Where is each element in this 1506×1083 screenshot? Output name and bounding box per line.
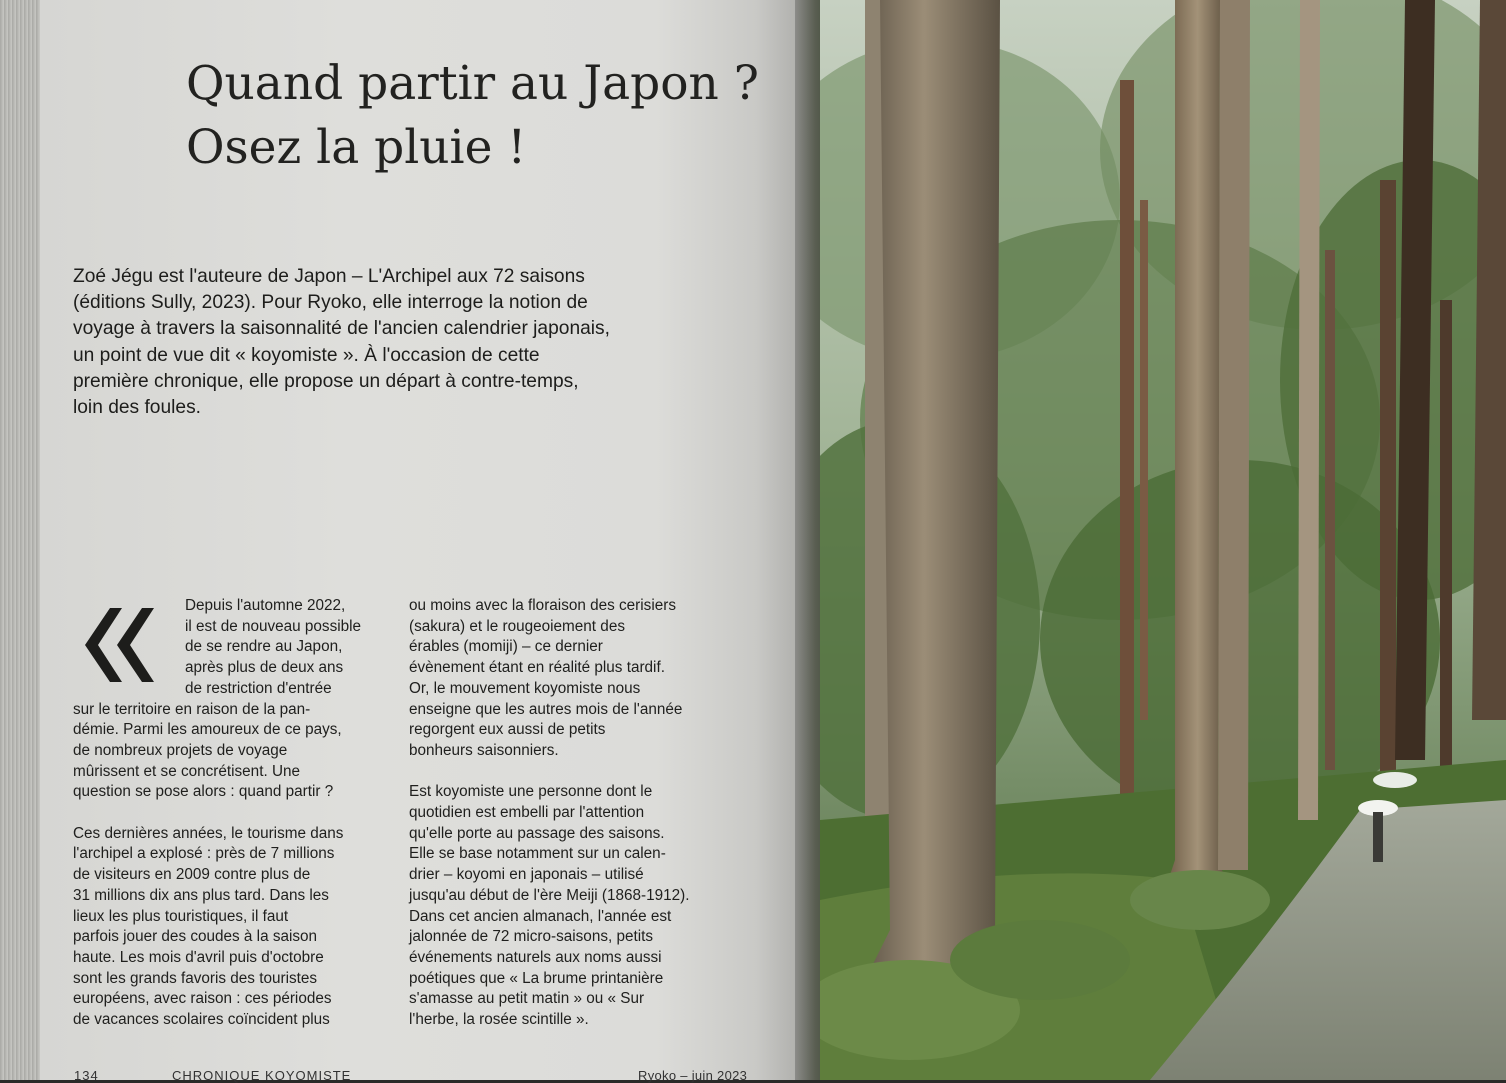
body-column-2 (409, 596, 739, 1031)
body-line: Elle se base notamment sur un calen- (409, 845, 666, 863)
body-line: évènement étant en réalité plus tardif. (409, 659, 665, 677)
body-line: jusqu'au début de l'ère Meiji (1868-1912). (409, 886, 690, 904)
body-line: érables (momiji) – ce dernier (409, 638, 603, 656)
body-line: drier – koyomi en japonais – utilisé (409, 866, 644, 884)
intro-paragraph (73, 264, 733, 421)
body-line: après plus de deux ans (185, 659, 344, 677)
body-line: jalonnée de 72 micro-saisons, petits (409, 928, 654, 946)
intro-line: un point de vue dit « koyomiste ». À l'occasion de cette (73, 344, 540, 366)
body-line: qu'elle porte au passage des saisons. (409, 824, 665, 842)
page-edges (0, 0, 40, 1080)
body-line: 31 millions dix ans plus tard. Dans les (73, 886, 329, 904)
paragraph-gap (73, 803, 398, 824)
body-line: (sakura) et le rougeoiement des (409, 617, 625, 635)
title-line-1: Quand partir au Japon ? (186, 56, 759, 111)
body-line: sont les grands favoris des touristes (73, 969, 318, 987)
forest-path-photo (820, 0, 1506, 1080)
body-line: poétiques que « La brume printanière (409, 969, 664, 987)
section-name: CHRONIQUE KOYOMISTE (172, 1068, 352, 1083)
body-line: regorgent eux aussi de petits (409, 721, 606, 739)
page-number: 134 (74, 1068, 99, 1083)
body-line: événements naturels aux noms aussi (409, 948, 662, 966)
body-line: il est de nouveau possible (185, 617, 362, 635)
body-line: sur le territoire en raison de la pan- (73, 700, 311, 718)
title-line-2: Osez la pluie ! (186, 120, 527, 175)
body-line: Or, le mouvement koyomiste nous (409, 679, 641, 697)
body-line: s'amasse au petit matin » ou « Sur (409, 990, 645, 1008)
body-line: démie. Parmi les amoureux de ce pays, (73, 721, 342, 739)
body-line: Depuis l'automne 2022, (185, 597, 346, 614)
body-line: Est koyomiste une personne dont le (409, 783, 653, 801)
body-line: européens, avec raison : ces périodes (73, 990, 332, 1008)
body-line: enseigne que les autres mois de l'année (409, 700, 683, 718)
body-line: haute. Les mois d'avril puis d'octobre (73, 948, 324, 966)
page-title (186, 52, 786, 180)
body-line: question se pose alors : quand partir ? (73, 783, 334, 801)
body-line: de restriction d'entrée (185, 679, 332, 697)
body-line: bonheurs saisonniers. (409, 741, 559, 759)
intro-line: loin des foules. (73, 397, 201, 419)
body-line: l'archipel a explosé : près de 7 millions (73, 845, 335, 863)
issue-label: Ryoko – juin 2023 (638, 1068, 748, 1083)
intro-line: (éditions Sully, 2023). Pour Ryoko, elle interroge la notion de (73, 292, 588, 314)
body-line: ou moins avec la floraison des cerisiers (409, 597, 676, 614)
body-line: de se rendre au Japon, (185, 638, 343, 656)
body-line: mûrissent et se concrétisent. Une (73, 762, 301, 780)
forest-illustration (820, 0, 1506, 1080)
left-page (40, 0, 810, 1083)
body-line: quotidien est embelli par l'attention (409, 804, 645, 822)
intro-line: Zoé Jégu est l'auteure de Japon – L'Archipel aux 72 saisons (73, 266, 585, 287)
body-line: lieux les plus touristiques, il faut (73, 907, 289, 925)
body-line: de vacances scolaires coïncident plus (73, 1011, 330, 1029)
body-column-1 (73, 596, 398, 1031)
body-line: Ces dernières années, le tourisme dans (73, 824, 344, 842)
paragraph-gap (409, 762, 739, 783)
body-line: l'herbe, la rosée scintille ». (409, 1011, 589, 1029)
body-line: parfois jouer des coudes à la saison (73, 928, 318, 946)
intro-line: première chronique, elle propose un départ à contre-temps, (73, 370, 579, 392)
intro-line: voyage à travers la saisonnalité de l'ancien calendrier japonais, (73, 318, 610, 340)
body-line: de nombreux projets de voyage (73, 741, 288, 759)
body-line: de visiteurs en 2009 contre plus de (73, 866, 311, 884)
body-line: Dans cet ancien almanach, l'année est (409, 907, 672, 925)
